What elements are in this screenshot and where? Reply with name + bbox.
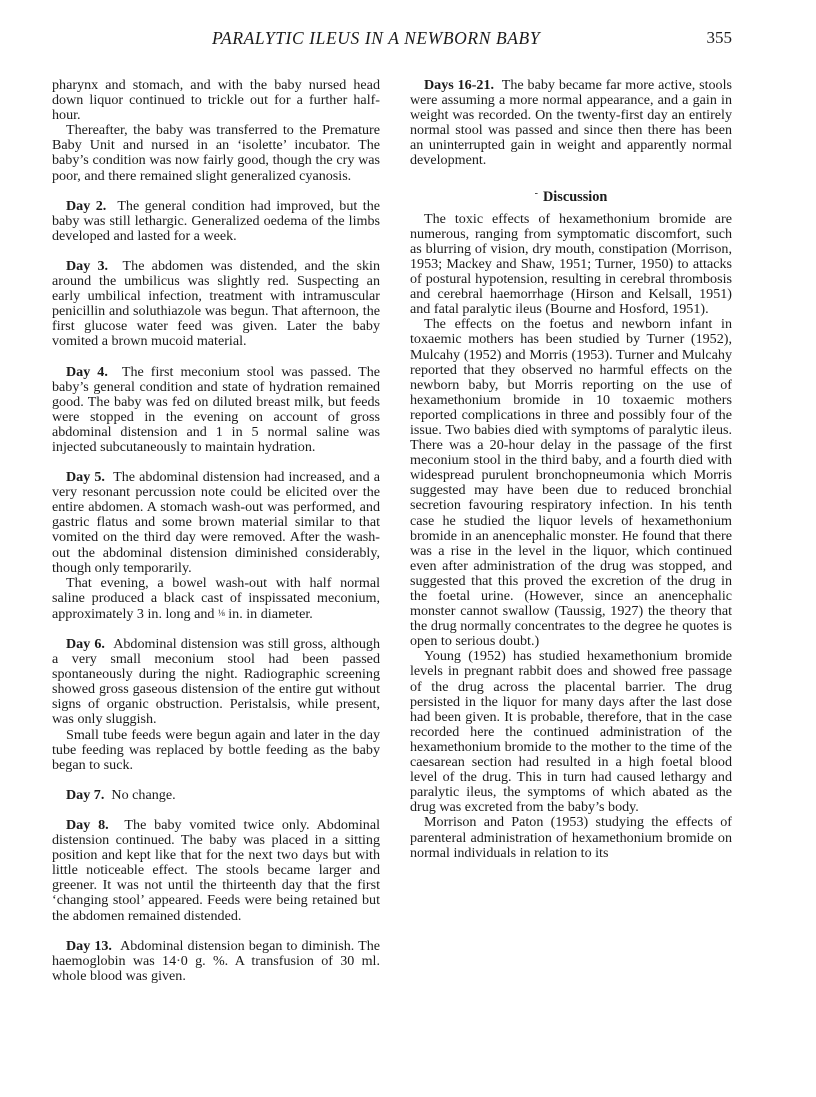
stray-mark: - xyxy=(534,187,538,199)
text: in. in diameter. xyxy=(224,605,313,622)
entry-day-13 xyxy=(52,939,380,984)
fraction: ⅛ xyxy=(217,607,225,618)
text: That evening, a bowel wash-out with half normal saline produced a black cast of inspissated meconium, approximately 3 in. long and xyxy=(52,574,380,622)
paragraph-day-6-feeds: Small tube feeds were begun again and later in the day tube feeding was replaced by bottle feeding as the baby began to suck. xyxy=(52,726,380,773)
day-text: No change. xyxy=(111,786,176,803)
day-text: The first meconium stool was passed. The baby’s general condition and state of hydration remained good. The baby was fed on diluted breast milk, but feeds were stopped in the evening on account of gross abdominal distension and 1 in 5 normal saline was injected subcutaneously to maintain hydration. xyxy=(52,363,380,455)
day-label: Day 2. xyxy=(66,197,107,214)
day-text: The abdomen was distended, and the skin around the umbilicus was slightly red. Suspecting an early umbilical infection, treatment with intramuscular penicillin and soluthiazole was begun. That afternoon, the first glucose water feed was given. Later the baby vomited a brown mucoid material. xyxy=(52,257,381,350)
day-label: Day 6. xyxy=(66,636,105,652)
entry-day-3 xyxy=(52,259,380,350)
day-text: The general condition had improved, but the baby was still lethargic. Generalized oedema of the limbs developed and lasted for a week. xyxy=(52,197,381,244)
entry-day-6 xyxy=(52,637,380,728)
entry-day-8 xyxy=(52,818,380,924)
day-text: The baby vomited twice only. Abdominal distension continued. The baby was placed in a sitting position and kept like that for the next two days but with little noticeable effect. The stools became larger and greener. It was not until the thirteenth day that the first ‘changing stool’ appeared. Feeds were being retained but the abdomen remained distended. xyxy=(52,816,381,924)
discussion-paragraph-4: Morrison and Paton (1953) studying the effects of parenteral administration of hexamethonium bromide on normal individuals in relation to its xyxy=(410,814,732,861)
section-heading-discussion xyxy=(410,186,732,205)
entry-day-4 xyxy=(52,365,380,456)
entry-day-5 xyxy=(52,470,380,576)
paragraph-continuation: pharynx and stomach, and with the baby nursed head down liquor continued to trickle out for a further half-hour. xyxy=(52,77,380,124)
day-label: Day 4. xyxy=(66,363,108,380)
day-text: Abdominal distension began to diminish. The haemoglobin was 14·0 g. %. A transfusion of 30 ml. whole blood was given. xyxy=(52,937,381,984)
heading-text: Discussion xyxy=(542,188,608,205)
day-label: Day 3. xyxy=(66,257,109,274)
paragraph-day-5-evening xyxy=(52,576,380,622)
day-label: Day 8. xyxy=(66,816,109,833)
page-number: 355 xyxy=(706,28,732,47)
paragraph-thereafter: Thereafter, the baby was transferred to the Premature Baby Unit and nursed in an ‘isolette’ incubator. The baby’s condition was now fairly good, though the cry was poor, and there remained slight generalized cyanosis. xyxy=(52,122,380,184)
entry-day-7 xyxy=(52,788,380,803)
entry-days-16-21 xyxy=(410,78,732,169)
day-label: Day 13. xyxy=(66,937,112,954)
entry-day-2 xyxy=(52,199,380,244)
left-column xyxy=(52,78,380,999)
day-label: Day 7. xyxy=(66,786,105,803)
running-title: PARALYTIC ILEUS IN A NEWBORN BABY xyxy=(212,28,541,48)
running-header xyxy=(212,28,732,50)
day-text: Abdominal distension was still gross, although a very small meconium stool had been passed spontaneously during the night. Radiographic screening showed gross gaseous distension of the entire gut without signs of organic obstruction. Peristalsis, while present, was only sluggish. xyxy=(52,636,381,728)
discussion-paragraph-3: Young (1952) has studied hexamethonium bromide levels in pregnant rabbit does and showed free passage of the drug across the placental barrier. The drug persisted in the liquor for many days after the last dose had been given. It is probable, therefore, that in the case recorded here the continued administration of the hexamethonium bromide to the mother to the time of the caesarean section had resulted in a high foetal blood level of the drug. This in turn had caused lethargy and paralytic ileus, the symptoms of which abated as the drug was excreted from the baby’s body. xyxy=(410,648,732,816)
day-text: The baby became far more active, stools were assuming a more normal appearance, and a gain in weight was recorded. On the twenty-first day an entirely normal stool was passed and since then there has been an uninterrupted gain in weight and apparently normal development. xyxy=(410,77,732,169)
discussion-paragraph-2: The effects on the foetus and newborn infant in toxaemic mothers has been studied by Turner (1952), Mulcahy (1952) and Morris (1953). Turner and Mulcahy reported that they observed no harmful effects on the newborn baby, but Morris reporting on the use of hexamethonium bromide in 10 toxaemic mothers reported complications in three and possibly four of the issue. Two babies died with symptoms of paralytic ileus. There was a 20-hour delay in the passage of the first meconium stool in the third baby, and a fourth died with widespread purulent bronchopneumonia which Morris suggested may have been due to reduced bronchial secretion favouring respiratory infection. In his tenth case he studied the liquor levels of hexamethonium bromide in an anencephalic monster. He found that there was a rise in the level in the liquor, which continued even after administration of the drug was stopped, and suggested that this proved the excretion of the drug in the foetal urine. (However, since an anencephalic monster cannot swallow (Taussig, 1927) the theory that the drug normally concentrates to the degree he quotes is open to serious doubt.) xyxy=(410,316,732,650)
day-text: The abdominal distension had increased, and a very resonant percussion note could be elicited over the entire abdomen. A stomach wash-out was performed, and gastric flatus and some brown material similar to that vomited on the third day were removed. After the wash-out the abdominal distension diminished considerably, though only temporarily. xyxy=(52,469,380,576)
day-label: Day 5. xyxy=(66,469,105,486)
right-column xyxy=(410,78,732,861)
day-label: Days 16-21. xyxy=(424,77,495,93)
discussion-paragraph-1: The toxic effects of hexamethonium bromide are numerous, ranging from symptomatic discomfort, such as blurring of vision, dry mouth, constipation (Morrison, 1953; Mackey and Shaw, 1951; Turner, 1950) to attacks of postural hypotension, resulting in cerebral thrombosis and cerebral haemorrhage (Hirson and Kelsall, 1951) and fatal paralytic ileus (Bourne and Hosford, 1951). xyxy=(410,210,732,318)
